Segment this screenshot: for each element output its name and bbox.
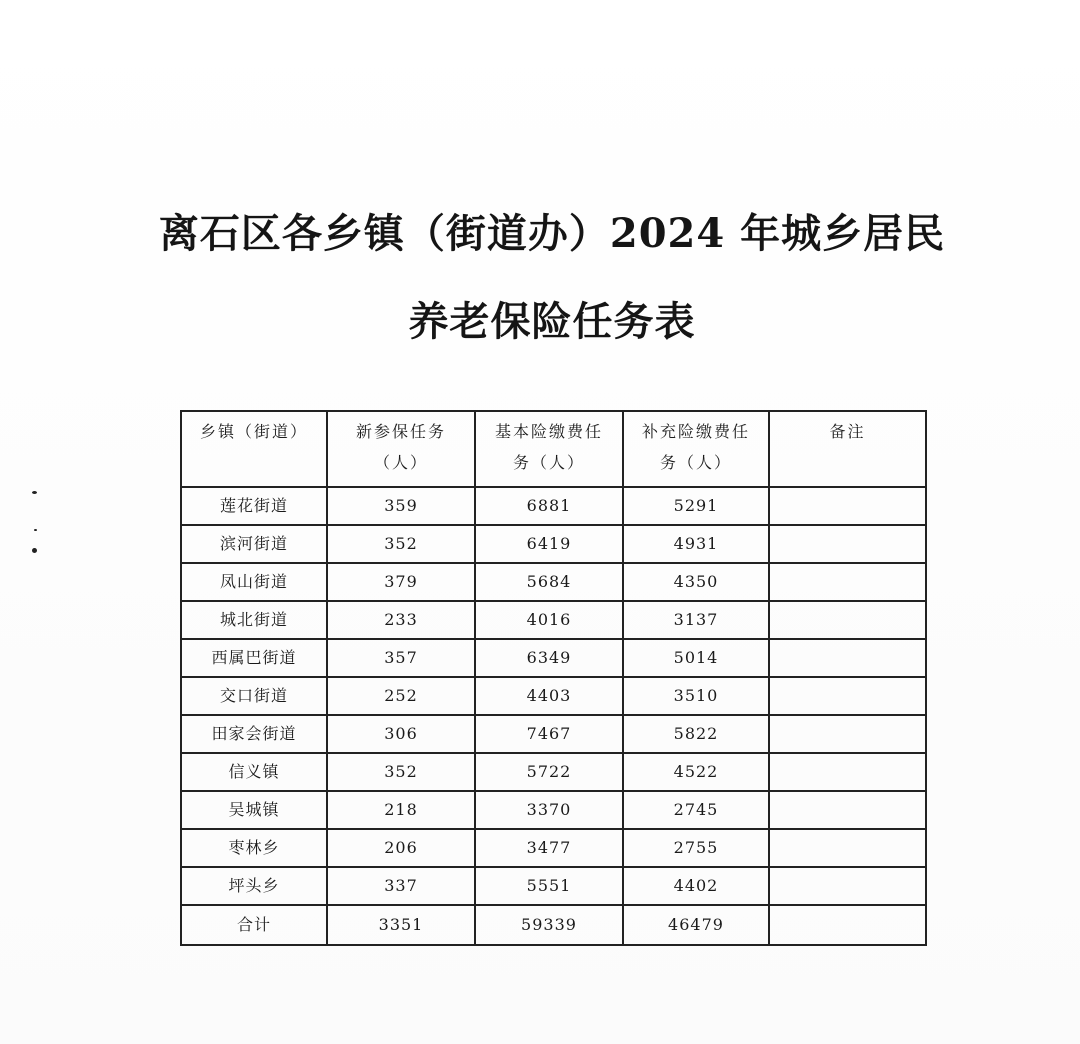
cell-basic-payment: 7467 bbox=[475, 715, 623, 753]
cell-town: 城北街道 bbox=[181, 601, 327, 639]
cell-town: 莲花街道 bbox=[181, 487, 327, 525]
header-basic-payment-line2: 务（人） bbox=[512, 453, 585, 472]
table-header-row bbox=[181, 411, 926, 487]
header-basic-payment-line1: 基本险缴费任 bbox=[494, 422, 603, 441]
table-total-row bbox=[181, 905, 926, 945]
cell-basic-payment: 4403 bbox=[475, 677, 623, 715]
cell-basic-payment: 5722 bbox=[475, 753, 623, 791]
header-supplementary-payment-line1: 补充险缴费任 bbox=[641, 422, 750, 441]
table-row bbox=[181, 601, 926, 639]
cell-new-enrollment: 379 bbox=[327, 563, 475, 601]
cell-supplementary-payment: 2755 bbox=[623, 829, 769, 867]
cell-new-enrollment: 352 bbox=[327, 525, 475, 563]
cell-town: 坪头乡 bbox=[181, 867, 327, 905]
cell-total-remarks bbox=[769, 905, 926, 945]
document-title-line-1: 离石区各乡镇（街道办）2024 年城乡居民 bbox=[158, 210, 946, 257]
cell-new-enrollment: 252 bbox=[327, 677, 475, 715]
cell-town: 交口街道 bbox=[181, 677, 327, 715]
cell-new-enrollment: 206 bbox=[327, 829, 475, 867]
scan-speck bbox=[34, 529, 37, 531]
cell-town: 西属巴街道 bbox=[181, 639, 327, 677]
cell-new-enrollment: 218 bbox=[327, 791, 475, 829]
header-supplementary-payment bbox=[623, 411, 769, 487]
cell-town: 信义镇 bbox=[181, 753, 327, 791]
cell-basic-payment: 4016 bbox=[475, 601, 623, 639]
cell-new-enrollment: 352 bbox=[327, 753, 475, 791]
table-row bbox=[181, 715, 926, 753]
cell-new-enrollment: 359 bbox=[327, 487, 475, 525]
scan-speck bbox=[32, 548, 37, 553]
cell-total-supplementary-payment: 46479 bbox=[623, 905, 769, 945]
cell-basic-payment: 6881 bbox=[475, 487, 623, 525]
cell-total-label: 合计 bbox=[181, 905, 327, 945]
table-row bbox=[181, 867, 926, 905]
cell-town: 田家会街道 bbox=[181, 715, 327, 753]
scan-speck bbox=[32, 491, 37, 494]
cell-basic-payment: 5684 bbox=[475, 563, 623, 601]
task-table bbox=[180, 410, 927, 946]
cell-total-basic-payment: 59339 bbox=[475, 905, 623, 945]
table-row bbox=[181, 677, 926, 715]
cell-basic-payment: 6419 bbox=[475, 525, 623, 563]
header-new-enrollment bbox=[327, 411, 475, 487]
cell-supplementary-payment: 3510 bbox=[623, 677, 769, 715]
cell-town: 滨河街道 bbox=[181, 525, 327, 563]
cell-supplementary-payment: 5291 bbox=[623, 487, 769, 525]
cell-supplementary-payment: 4522 bbox=[623, 753, 769, 791]
cell-remarks bbox=[769, 829, 926, 867]
cell-basic-payment: 6349 bbox=[475, 639, 623, 677]
cell-remarks bbox=[769, 487, 926, 525]
header-basic-payment bbox=[475, 411, 623, 487]
cell-new-enrollment: 306 bbox=[327, 715, 475, 753]
table-row bbox=[181, 753, 926, 791]
cell-remarks bbox=[769, 677, 926, 715]
cell-town: 枣林乡 bbox=[181, 829, 327, 867]
cell-new-enrollment: 357 bbox=[327, 639, 475, 677]
table-row bbox=[181, 487, 926, 525]
cell-supplementary-payment: 4350 bbox=[623, 563, 769, 601]
table-row bbox=[181, 525, 926, 563]
document-title-line-2: 养老保险任务表 bbox=[408, 298, 696, 345]
cell-basic-payment: 5551 bbox=[475, 867, 623, 905]
cell-remarks bbox=[769, 867, 926, 905]
cell-total-new-enrollment: 3351 bbox=[327, 905, 475, 945]
header-remarks-text: 备注 bbox=[829, 422, 866, 441]
cell-remarks bbox=[769, 753, 926, 791]
header-remarks bbox=[769, 411, 926, 487]
cell-remarks bbox=[769, 715, 926, 753]
cell-supplementary-payment: 3137 bbox=[623, 601, 769, 639]
cell-remarks bbox=[769, 791, 926, 829]
header-town-text: 乡镇（街道） bbox=[199, 422, 308, 441]
header-supplementary-payment-line2: 务（人） bbox=[659, 453, 732, 472]
cell-town: 凤山街道 bbox=[181, 563, 327, 601]
header-new-enrollment-line2: （人） bbox=[373, 453, 428, 472]
cell-supplementary-payment: 4931 bbox=[623, 525, 769, 563]
cell-remarks bbox=[769, 639, 926, 677]
cell-remarks bbox=[769, 525, 926, 563]
cell-supplementary-payment: 2745 bbox=[623, 791, 769, 829]
cell-remarks bbox=[769, 563, 926, 601]
cell-remarks bbox=[769, 601, 926, 639]
table-row bbox=[181, 791, 926, 829]
header-town bbox=[181, 411, 327, 487]
cell-supplementary-payment: 5014 bbox=[623, 639, 769, 677]
table-row bbox=[181, 563, 926, 601]
cell-supplementary-payment: 4402 bbox=[623, 867, 769, 905]
cell-supplementary-payment: 5822 bbox=[623, 715, 769, 753]
table-row bbox=[181, 829, 926, 867]
table-row bbox=[181, 639, 926, 677]
cell-new-enrollment: 233 bbox=[327, 601, 475, 639]
cell-new-enrollment: 337 bbox=[327, 867, 475, 905]
cell-town: 吴城镇 bbox=[181, 791, 327, 829]
header-new-enrollment-line1: 新参保任务 bbox=[355, 422, 446, 441]
cell-basic-payment: 3370 bbox=[475, 791, 623, 829]
cell-basic-payment: 3477 bbox=[475, 829, 623, 867]
